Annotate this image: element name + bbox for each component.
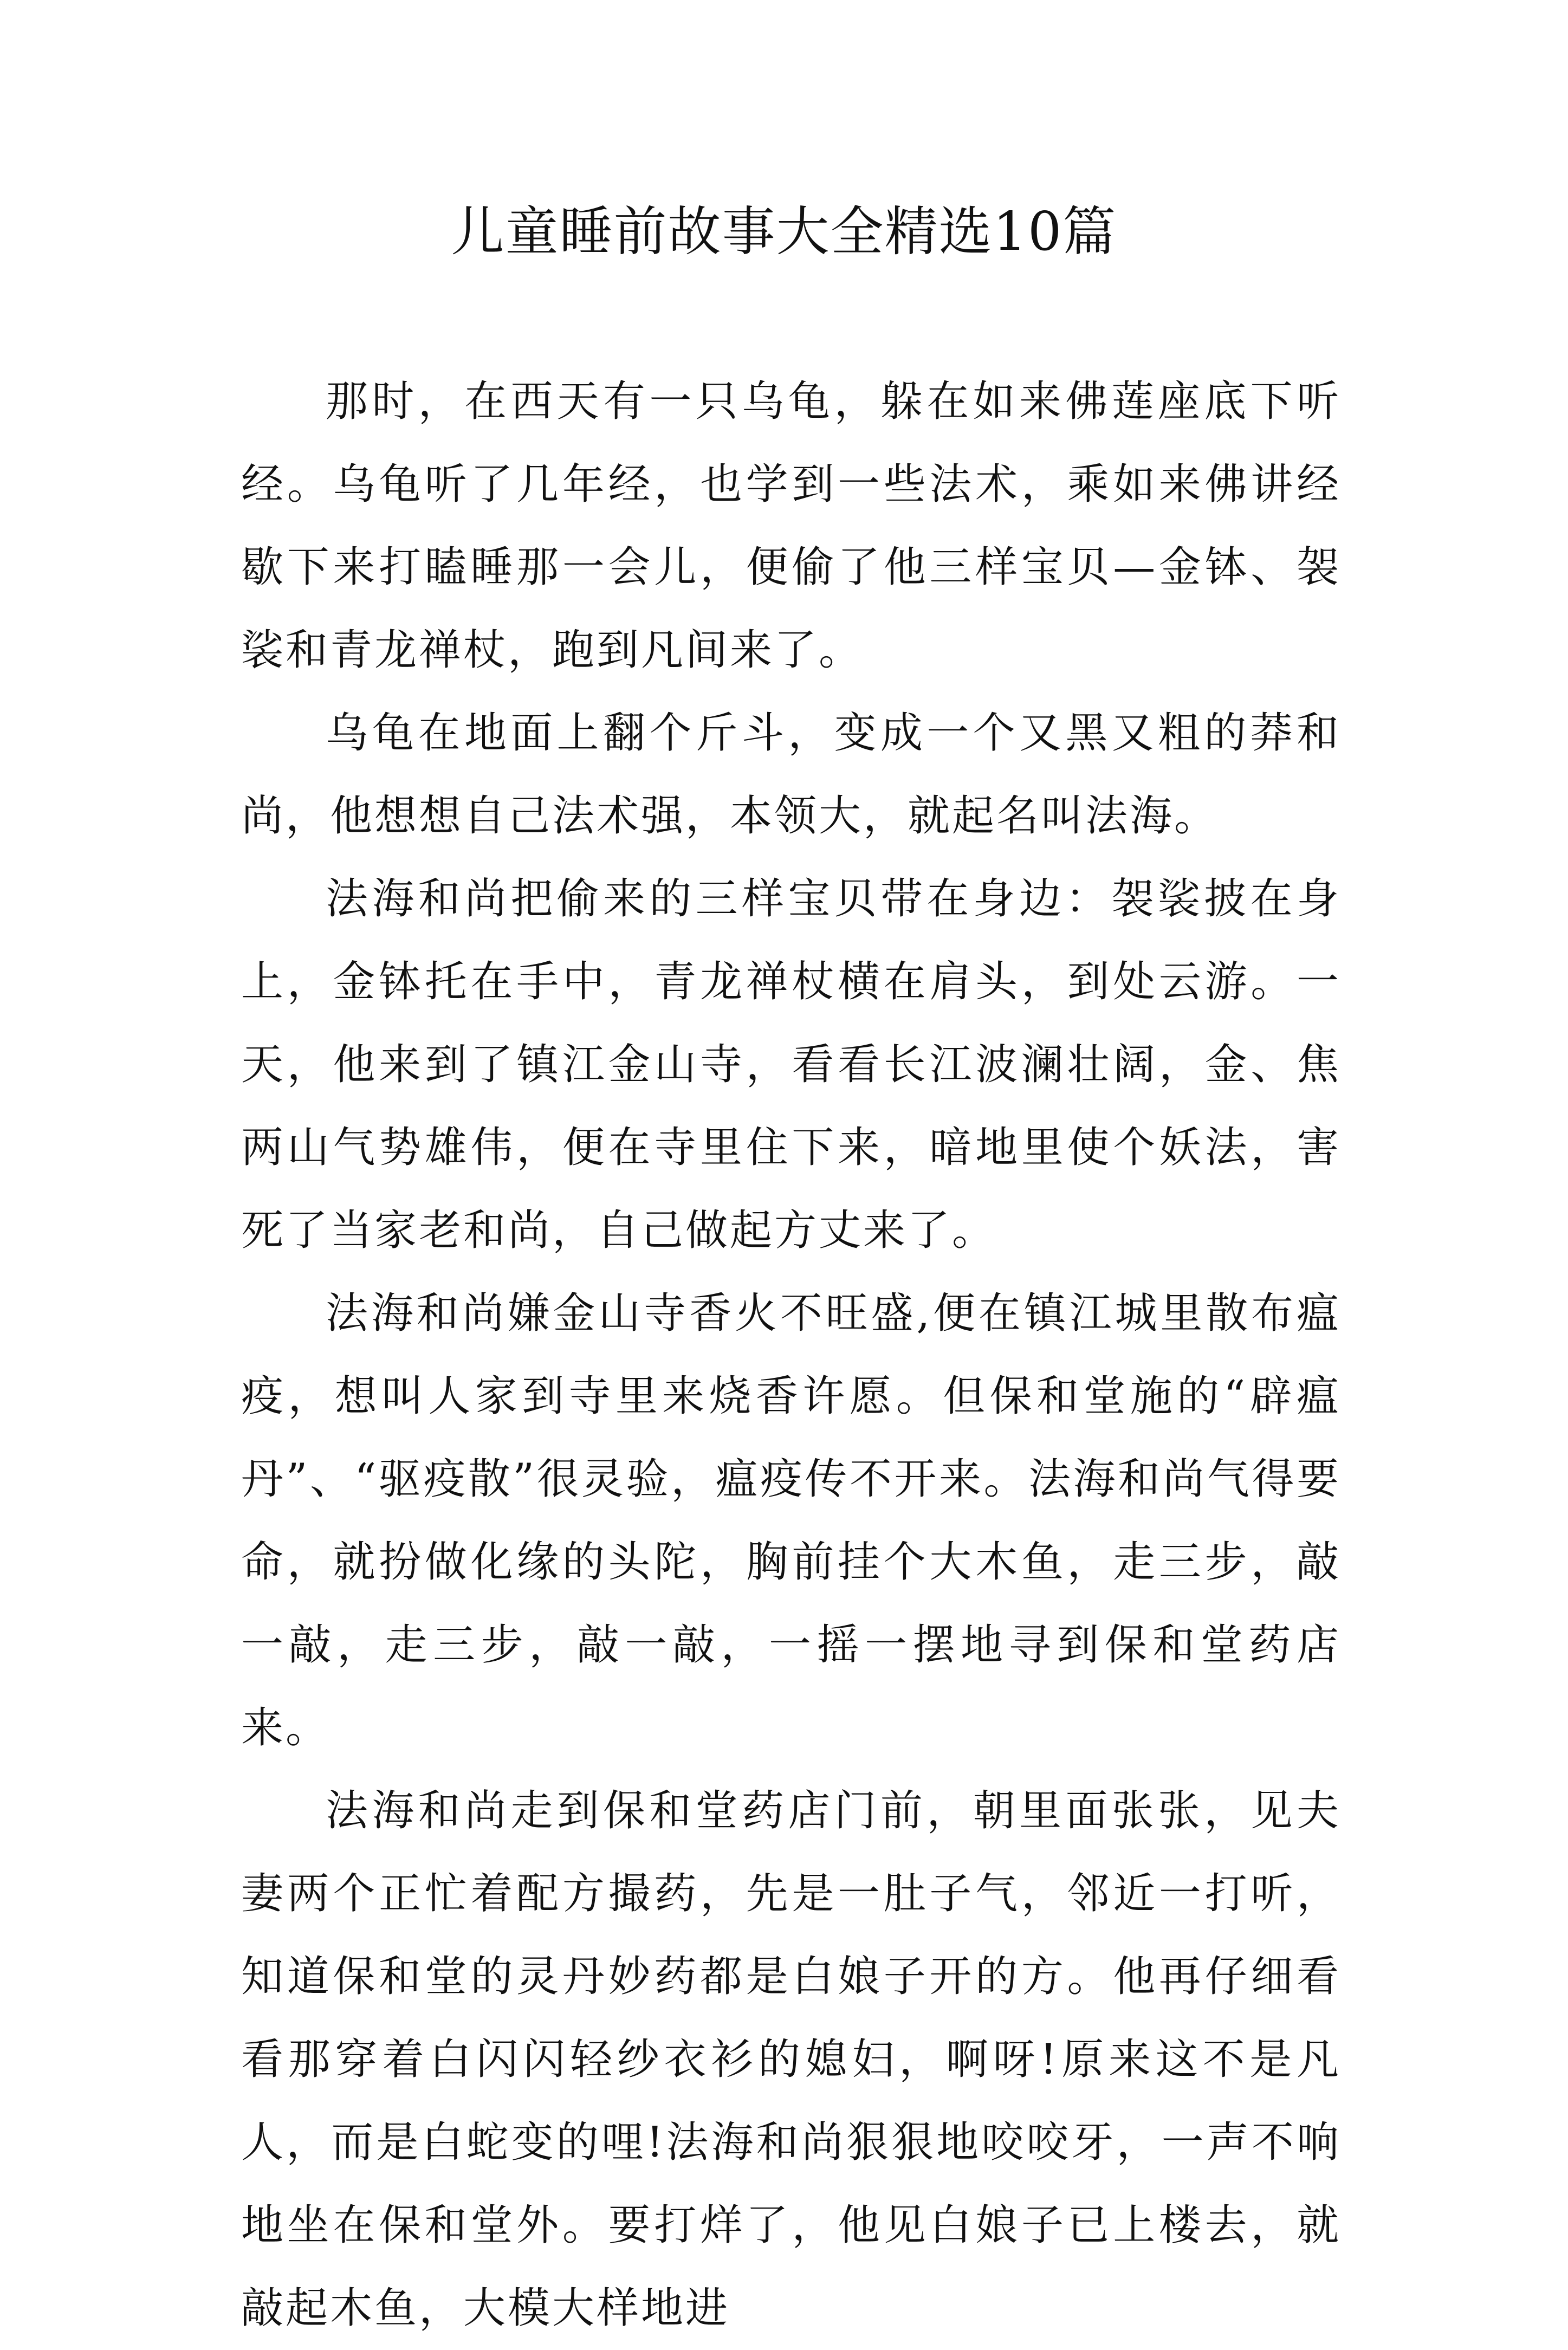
paragraph: 那时，在西天有一只乌龟，躲在如来佛莲座底下听经。乌龟听了几年经，也学到一些法术，乘如来佛讲经歇下来打瞌睡那一会儿，便偷了他三样宝贝—金钵、袈裟和青龙禅杖，跑到凡间来了。 xyxy=(241,377,1341,675)
paragraph: 法海和尚走到保和堂药店门前，朝里面张张，见夫妻两个正忙着配方撮药，先是一肚子气，邻近一打听，知道保和堂的灵丹妙药都是白娘子开的方。他再仔细看看那穿着白闪闪轻纱衣衫的媳妇，啊呀!原来这不是凡人，而是白蛇变的哩!法海和尚狠狠地咬咬牙，一声不响地坐在保和堂外。要打烊了，他见白娘子已上楼去，就敲起木鱼，大模大样地进 xyxy=(241,1786,1341,2333)
paragraph: 法海和尚嫌金山寺香火不旺盛,便在镇江城里散布瘟疫，想叫人家到寺里来烧香许愿。但保和堂施的“辟瘟丹”、“驱疫散”很灵验，瘟疫传不开来。法海和尚气得要命，就扮做化缘的头陀，胸前挂个大木鱼，走三步，敲一敲，走三步，敲一敲，一摇一摆地寻到保和堂药店来。 xyxy=(241,1289,1341,1752)
paragraph: 乌龟在地面上翻个斤斗，变成一个又黑又粗的莽和尚，他想想自己法术强，本领大，就起名叫法海。 xyxy=(241,709,1341,840)
document-body xyxy=(241,360,1341,2350)
paragraph: 法海和尚把偷来的三样宝贝带在身边：袈裟披在身上，金钵托在手中，青龙禅杖横在肩头，到处云游。一天，他来到了镇江金山寺，看看长江波澜壮阔，金、焦两山气势雄伟，便在寺里住下来，暗地里使个妖法，害死了当家老和尚，自己做起方丈来了。 xyxy=(241,875,1341,1255)
document-title: 儿童睡前故事大全精选10篇 xyxy=(451,201,1117,263)
